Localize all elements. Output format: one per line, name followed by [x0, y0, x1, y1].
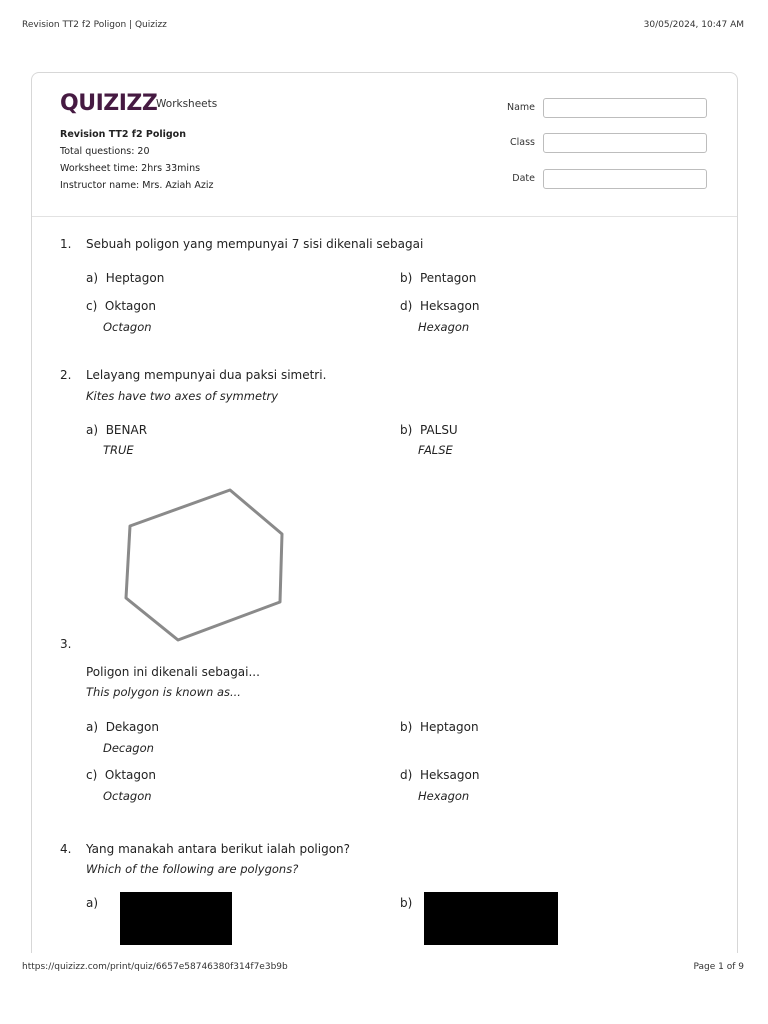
print-footer	[22, 962, 744, 976]
print-title: Revision TT2 f2 Poligon | Quizizz	[22, 20, 167, 30]
quizizz-logo: QUIZIZZ	[60, 91, 158, 116]
q2-option-a[interactable]: a) BENAR	[86, 423, 148, 437]
q2-option-b[interactable]: b) PALSU	[400, 423, 458, 437]
hexagon-shape	[126, 490, 282, 640]
q3-option-d-translation: Hexagon	[418, 789, 470, 803]
class-field[interactable]	[543, 133, 707, 153]
class-label: Class	[510, 137, 535, 148]
question-2-number: 2.	[60, 368, 72, 382]
name-label: Name	[506, 102, 535, 113]
total-questions: Total questions: 20	[60, 146, 150, 157]
question-2-translation: Kites have two axes of symmetry	[86, 389, 279, 403]
name-field[interactable]	[543, 98, 707, 118]
q1-option-a[interactable]: a) Heptagon	[86, 271, 165, 285]
question-3-translation: This polygon is known as...	[86, 685, 241, 699]
question-2-text: Lelayang mempunyai dua paksi simetri.	[86, 368, 327, 382]
question-4-number: 4.	[60, 842, 72, 856]
q1-option-b[interactable]: b) Pentagon	[400, 271, 477, 285]
print-datetime: 30/05/2024, 10:47 AM	[643, 20, 744, 30]
q3-option-d[interactable]: d) Heksagon	[400, 768, 480, 782]
q4-option-a[interactable]: a)	[86, 896, 99, 910]
question-1-text: Sebuah poligon yang mempunyai 7 sisi dikenali sebagai	[86, 237, 424, 251]
question-3-number: 3.	[60, 637, 72, 651]
question-4-translation: Which of the following are polygons?	[86, 862, 299, 876]
hexagon-image	[84, 486, 324, 646]
q4-option-a-image[interactable]	[120, 892, 232, 945]
worksheet-title: Revision TT2 f2 Poligon	[60, 129, 186, 140]
question-3-text: Poligon ini dikenali sebagai...	[86, 665, 260, 679]
worksheets-label: Worksheets	[156, 98, 218, 110]
q1-option-d-translation: Hexagon	[418, 320, 470, 334]
q1-option-c[interactable]: c) Oktagon	[86, 299, 156, 313]
q4-option-b[interactable]: b)	[400, 896, 413, 910]
print-url: https://quizizz.com/print/quiz/6657e58746380f314f7e3b9b	[22, 962, 288, 972]
print-header	[22, 20, 744, 34]
date-label: Date	[512, 173, 535, 184]
page-number: Page 1 of 9	[693, 962, 744, 972]
q3-option-a-translation: Decagon	[103, 741, 154, 755]
q3-option-b[interactable]: b) Heptagon	[400, 720, 479, 734]
question-4-text: Yang manakah antara berikut ialah poligon?	[86, 842, 351, 856]
q2-option-b-translation: FALSE	[418, 443, 453, 457]
q2-option-a-translation: TRUE	[103, 443, 134, 457]
q3-option-c-translation: Octagon	[103, 789, 152, 803]
q3-option-a[interactable]: a) Dekagon	[86, 720, 159, 734]
q4-option-b-image[interactable]	[424, 892, 558, 945]
worksheet-header	[32, 73, 737, 217]
q1-option-c-translation: Octagon	[103, 320, 152, 334]
question-1-number: 1.	[60, 237, 72, 251]
worksheet-time: Worksheet time: 2hrs 33mins	[60, 163, 201, 174]
instructor-name: Instructor name: Mrs. Aziah Aziz	[60, 180, 214, 191]
date-field[interactable]	[543, 169, 707, 189]
q3-option-c[interactable]: c) Oktagon	[86, 768, 156, 782]
q1-option-d[interactable]: d) Heksagon	[400, 299, 480, 313]
